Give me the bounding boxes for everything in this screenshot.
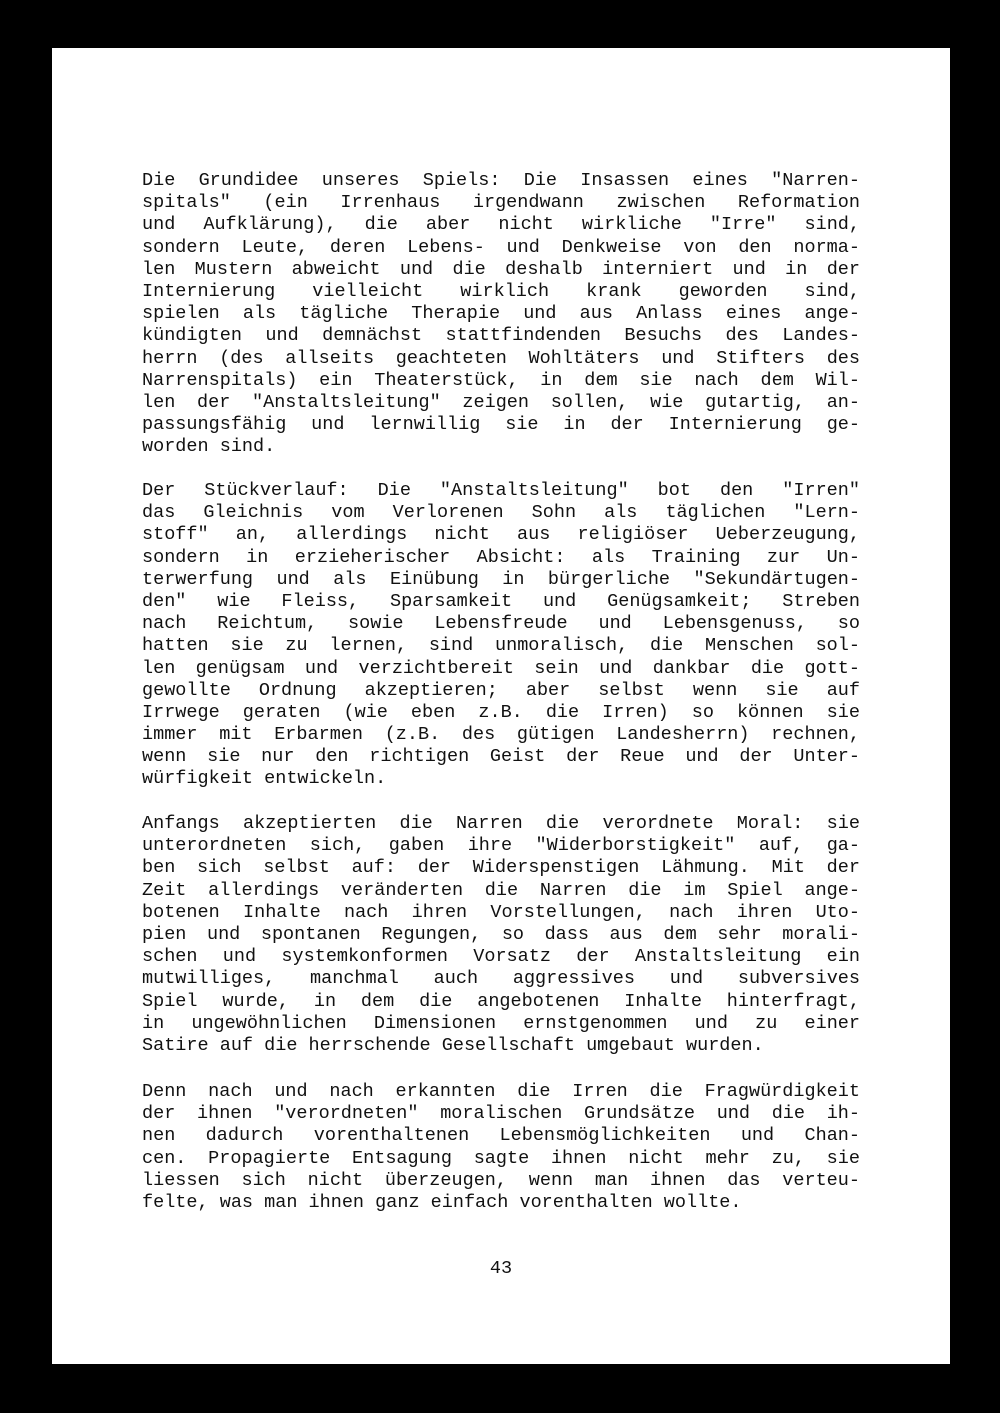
text-line: len genügsam und verzichtbereit sein und dankbar die gott- [142, 657, 860, 679]
text-line: Satire auf die herrschende Gesellschaft umgebaut wurden. [142, 1034, 764, 1056]
text-line: hatten sie zu lernen, sind unmoralisch, die Menschen sol- [142, 635, 860, 657]
text-line: und Aufklärung), die aber nicht wirkliche "Irre" sind, [142, 214, 860, 236]
text-line: ben sich selbst auf: der Widerspenstigen Lähmung. Mit der [142, 857, 860, 879]
text-line: den" wie Fleiss, Sparsamkeit und Genügsamkeit; Streben [142, 590, 860, 612]
text-line: spitals" (ein Irrenhaus irgendwann zwischen Reformation [142, 192, 860, 214]
document-page [52, 48, 950, 1364]
text-line: cen. Propagierte Entsagung sagte ihnen nicht mehr zu, sie [142, 1147, 860, 1169]
text-line: Die Grundidee unseres Spiels: Die Insassen eines "Narren- [142, 170, 860, 191]
text-line: sondern Leute, deren Lebens- und Denkweise von den norma- [142, 236, 860, 258]
text-line: gewollte Ordnung akzeptieren; aber selbst wenn sie auf [142, 679, 860, 701]
text-line: mutwilliges, manchmal auch aggressives und subversives [142, 968, 860, 990]
paragraph-3 [142, 813, 860, 1057]
text-line: das Gleichnis vom Verlorenen Sohn als täglichen "Lern- [142, 502, 860, 524]
text-line: Denn nach und nach erkannten die Irren die Fragwürdigkeit [142, 1081, 860, 1102]
text-line: Irrwege geraten (wie eben z.B. die Irren) so können sie [142, 701, 860, 723]
text-line: Anfangs akzeptierten die Narren die verordnete Moral: sie [142, 813, 860, 834]
paragraph-1 [142, 170, 860, 458]
text-line: immer mit Erbarmen (z.B. des gütigen Landesherrn) rechnen, [142, 724, 860, 746]
page-number: 43 [489, 1258, 513, 1279]
text-line: liessen sich nicht überzeugen, wenn man ihnen das verteu- [142, 1169, 860, 1191]
text-line: der ihnen "verordneten" moralischen Grundsätze und die ih- [142, 1103, 860, 1125]
text-line: botenen Inhalte nach ihren Vorstellungen, nach ihren Uto- [142, 901, 860, 923]
text-line: worden sind. [142, 436, 276, 458]
paragraph-4 [142, 1081, 860, 1214]
text-line: pien und spontanen Regungen, so dass aus dem sehr morali- [142, 923, 860, 945]
text-line: Der Stückverlauf: Die "Anstaltsleitung" bot den "Irren" [142, 480, 860, 501]
paragraph-2 [142, 480, 860, 791]
text-line: nach Reichtum, sowie Lebensfreude und Lebensgenuss, so [142, 613, 860, 635]
text-line: Internierung vielleicht wirklich krank geworden sind, [142, 280, 860, 302]
text-line: passungsfähig und lernwillig sie in der Internierung ge- [142, 414, 860, 436]
text-line: kündigten und demnächst stattfindenden Besuchs des Landes- [142, 325, 860, 347]
text-line: wenn sie nur den richtigen Geist der Reue und der Unter- [142, 746, 860, 768]
text-line: terwerfung und als Einübung in bürgerliche "Sekundärtugen- [142, 568, 860, 590]
text-line: len der "Anstaltsleitung" zeigen sollen, wie gutartig, an- [142, 391, 860, 413]
text-line: herrn (des allseits geachteten Wohltäters und Stifters des [142, 347, 860, 369]
text-line: sondern in erzieherischer Absicht: als Training zur Un- [142, 546, 860, 568]
text-line: in ungewöhnlichen Dimensionen ernstgenommen und zu einer [142, 1012, 860, 1034]
text-line: unterordneten sich, gaben ihre "Widerborstigkeit" auf, ga- [142, 835, 860, 857]
text-line: len Mustern abweicht und die deshalb interniert und in der [142, 258, 860, 280]
text-line: Spiel wurde, in dem die angebotenen Inhalte hinterfragt, [142, 990, 860, 1012]
text-line: nen dadurch vorenthaltenen Lebensmöglichkeiten und Chan- [142, 1125, 860, 1147]
text-line: felte, was man ihnen ganz einfach vorenthalten wollte. [142, 1191, 742, 1213]
text-line: Narrenspitals) ein Theaterstück, in dem sie nach dem Wil- [142, 369, 860, 391]
text-line: würfigkeit entwickeln. [142, 768, 387, 790]
text-line: spielen als tägliche Therapie und aus Anlass eines ange- [142, 303, 860, 325]
text-line: stoff" an, allerdings nicht aus religiöser Ueberzeugung, [142, 524, 860, 546]
text-line: schen und systemkonformen Vorsatz der Anstaltsleitung ein [142, 946, 860, 968]
text-line: Zeit allerdings veränderten die Narren die im Spiel ange- [142, 879, 860, 901]
